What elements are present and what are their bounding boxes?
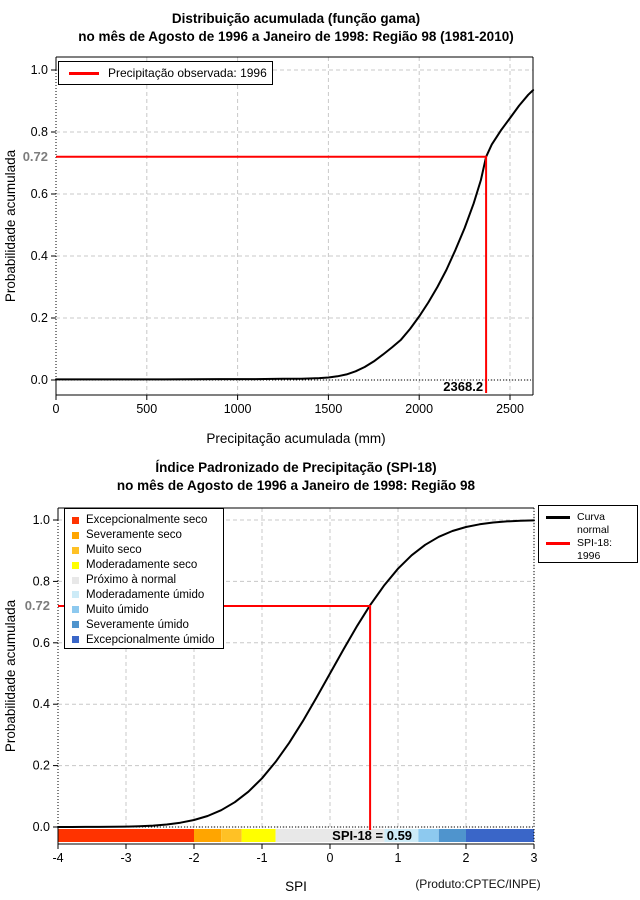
- legend-observed-precip: [58, 61, 273, 85]
- spi-category-swatch: [72, 547, 79, 554]
- x-tick-label: -3: [120, 851, 132, 865]
- x-tick-label: 2000: [405, 402, 434, 416]
- gamma-chart-subtitle: no mês de Agosto de 1996 a Janeiro de 1998: Região 98 (1981-2010): [78, 29, 514, 44]
- x-tick-label: 2500: [496, 402, 524, 416]
- annotation-value-label: 2368.2: [443, 379, 484, 394]
- normal-curve-swatch: [546, 516, 570, 519]
- legend-spi-categories: [64, 508, 224, 649]
- x-tick-label: 1000: [223, 402, 252, 416]
- spi-category-swatch: [72, 636, 79, 643]
- colorbar-segment: [466, 829, 534, 842]
- spi-category-item: [72, 513, 221, 528]
- spi-category-swatch: [72, 577, 79, 584]
- spi-category-item: [72, 617, 221, 632]
- gamma-chart-title: Distribuição acumulada (função gama): [171, 11, 421, 26]
- x-tick-label: -2: [188, 851, 200, 865]
- spi-category-label: Excepcionalmente seco: [86, 514, 208, 527]
- colorbar-segment: [439, 829, 466, 842]
- colorbar-segment: [58, 829, 194, 842]
- legend-curva-normal: [539, 511, 637, 537]
- spi-category-label: Excepcionalmente úmido: [86, 633, 215, 646]
- y-tick-label: 0.4: [32, 697, 50, 712]
- spi-line-swatch: [546, 542, 570, 545]
- spi-x-axis-label: SPI: [285, 879, 307, 894]
- gamma-x-axis-label: Precipitação acumulada (mm): [206, 431, 386, 446]
- colorbar-segment: [242, 829, 276, 842]
- spi-category-label: Próximo à normal: [86, 574, 177, 586]
- y-tick-label: 0.8: [32, 574, 50, 589]
- annotation-lines: [56, 157, 486, 393]
- spi-line-label: SPI-18: 1996: [577, 537, 613, 562]
- x-tick-label: -4: [52, 851, 64, 865]
- spi-category-label: Moderadamente úmido: [86, 588, 205, 601]
- spi-category-swatch: [72, 517, 79, 524]
- spi-category-item: [72, 632, 221, 647]
- spi-category-label: Muito úmido: [86, 603, 149, 616]
- colorbar-segment: [418, 829, 438, 842]
- probability-value-label: 0.72: [24, 597, 50, 613]
- x-tick-label: 1: [394, 851, 402, 865]
- x-tick-label: 0: [326, 851, 334, 865]
- x-tick-label: 1500: [314, 402, 343, 416]
- observed-line-swatch: [69, 72, 99, 75]
- annotation-value-label: SPI-18 = 0.59: [332, 828, 413, 843]
- spi-category-item: [72, 528, 221, 543]
- spi-category-label: Severamente seco: [86, 529, 182, 542]
- spi-category-swatch: [72, 532, 79, 539]
- spi-category-swatch: [72, 621, 79, 628]
- y-tick-label: 0.6: [30, 187, 48, 201]
- spi-category-item: [72, 543, 221, 558]
- y-tick-label: 0.0: [32, 820, 50, 834]
- spi-category-item: [72, 573, 221, 588]
- y-axis-label: Probabilidade acumulada: [3, 599, 18, 753]
- y-tick-label: 0.8: [30, 125, 48, 139]
- spi-category-item: [72, 587, 221, 602]
- normal-curve-label: Curva normal: [577, 511, 610, 536]
- source-note: (Produto:CPTEC/INPE): [415, 877, 541, 891]
- spi-category-item: [72, 558, 221, 573]
- legend-spi-1996: [539, 537, 637, 563]
- colorbar-segment: [194, 829, 221, 842]
- colorbar-segment: [221, 829, 241, 842]
- legend-curves: [538, 505, 638, 563]
- probability-value-label: 0.72: [22, 148, 48, 164]
- y-tick-label: 0.4: [30, 249, 48, 263]
- spi-chart-subtitle: no mês de Agosto de 1996 a Janeiro de 1998: Região 98: [116, 478, 476, 493]
- y-tick-label: 0.2: [30, 311, 48, 325]
- y-tick-label: 0.2: [32, 758, 50, 773]
- spi-category-swatch: [72, 606, 79, 613]
- y-tick-label: 1.0: [30, 63, 48, 77]
- spi-chart-title: Índice Padronizado de Precipitação (SPI-18): [155, 460, 437, 475]
- spi-category-label: Severamente úmido: [86, 618, 189, 631]
- x-tick-label: 0: [52, 402, 60, 416]
- x-tick-label: 2: [462, 851, 470, 865]
- cumulative-curve: [56, 90, 533, 379]
- x-tick-label: -1: [256, 851, 268, 865]
- y-tick-label: 1.0: [32, 513, 50, 527]
- observed-line-label: Precipitação observada: 1996: [108, 66, 267, 80]
- spi-category-label: Muito seco: [86, 544, 142, 557]
- spi-category-swatch: [72, 562, 79, 569]
- spi-category-item: [72, 602, 221, 617]
- x-tick-label: 3: [530, 851, 538, 865]
- spi-category-label: Moderadamente seco: [86, 559, 198, 572]
- y-tick-label: 0.0: [30, 373, 48, 387]
- y-tick-label: 0.6: [32, 635, 50, 650]
- spi-category-swatch: [72, 591, 79, 598]
- y-axis-label: Probabilidade acumulada: [3, 149, 18, 303]
- x-tick-label: 500: [136, 402, 158, 416]
